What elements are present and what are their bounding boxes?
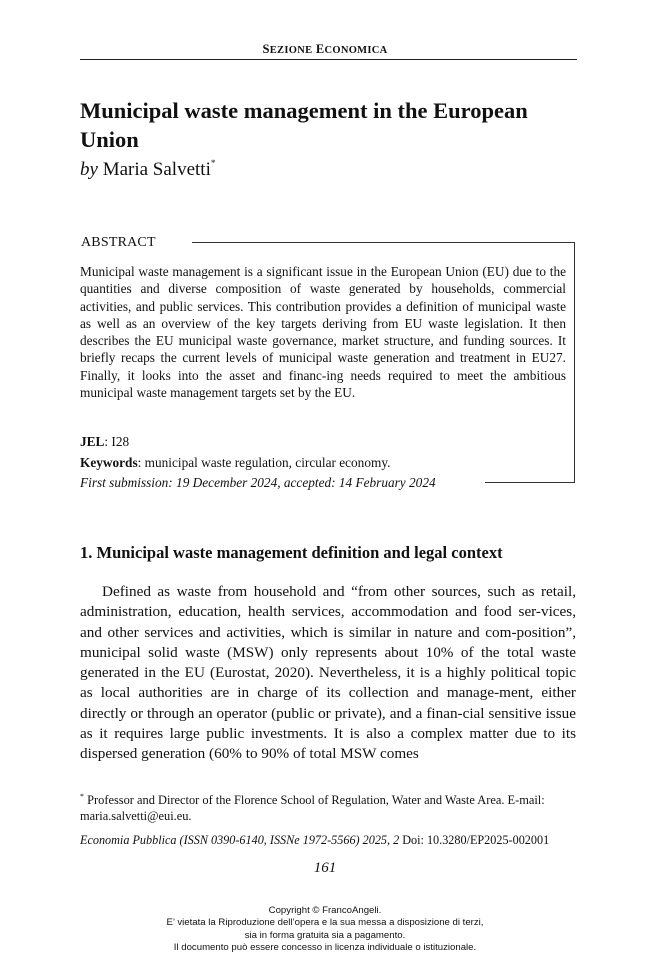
abstract-heading: ABSTRACT xyxy=(81,235,156,250)
journal-reference xyxy=(80,833,549,848)
footnote-mark: * xyxy=(80,792,84,801)
copyright-line-2: E’ vietata la Riproduzione dell’opera e la sua messa a disposizione di terzi, xyxy=(166,917,484,929)
body-paragraph: Defined as waste from household and “from other sources, such as retail, administration, education, health services, accommodation and food ser-vices, and other services and activities, which is similar in nature and com-position”, municipal solid waste (MSW) only represents about 10% of the total waste generated in the EU (Eurostat, 2020). Nevertheless, it is a highly political topic as local authorities are in charge of its collection and manage-ment, either directly or through an operator (public or private), and a finan-cial sensitive issue as it requires large public investments. It is also a complex matter due to its dispersed generation (60% to 90% of total MSW comes xyxy=(80,583,576,763)
copyright-line-4: Il documento può essere concesso in licenza individuale o istituzionale. xyxy=(173,942,477,954)
journal-doi: Doi: 10.3280/EP2025-002001 xyxy=(402,833,550,847)
running-header-rest-2: CONOMICA xyxy=(324,45,388,56)
abstract-text: Municipal waste management is a significant issue in the European Union (EU) due to the quantities and diverse composition of waste generated by households, commercial activities, and public services. This contribution provides a definition of municipal waste as well as an overview of the key targets deriving from EU waste legislation. It then describes the EU municipal waste governance, market structure, and funding sources. It briefly recaps the current levels of municipal waste generation and treatment in EU27. Finally, it looks into the asset and financ-ing needs required to meet the ambitious municipal waste management targets set by the EU. xyxy=(80,264,566,401)
copyright-line-1: Copyright © FrancoAngeli. xyxy=(268,905,382,916)
header-rule xyxy=(80,59,577,60)
abstract-box-right-rule xyxy=(574,242,575,483)
running-header-rest-1: EZIONE xyxy=(269,45,313,56)
byline xyxy=(80,158,215,181)
footnote-text: Professor and Director of the Florence School of Regulation, Water and Waste Area. E-mail: maria.salvetti@eui.eu. xyxy=(80,793,545,823)
jel-label: JEL xyxy=(80,434,105,449)
copyright-notice xyxy=(0,905,650,955)
footnote xyxy=(80,789,577,824)
submission-dates: First submission: 19 December 2024, accepted: 14 February 2024 xyxy=(80,475,436,490)
abstract-box-top-rule xyxy=(192,242,575,243)
jel-line xyxy=(80,434,129,450)
jel-value: : I28 xyxy=(104,434,130,449)
journal-citation: Economia Pubblica (ISSN 0390-6140, ISSNe 1972-5566) 2025, 2 xyxy=(80,833,400,847)
running-header-initial-2: E xyxy=(315,42,325,56)
author-footnote-mark: * xyxy=(210,158,216,168)
byline-by: by xyxy=(80,159,98,180)
keywords-label: Keywords xyxy=(80,455,138,470)
abstract-box-bottom-rule xyxy=(485,482,575,483)
page-number: 161 xyxy=(313,860,337,876)
copyright-line-3: sia in forma gratuita sia a pagamento. xyxy=(244,929,406,941)
running-header-initial-1: S xyxy=(262,42,270,56)
keywords-value: : municipal waste regulation, circular economy. xyxy=(137,455,391,470)
running-header xyxy=(0,42,650,57)
section-title: 1. Municipal waste management definition and legal context xyxy=(80,543,503,562)
author-name: Maria Salvetti xyxy=(102,159,211,180)
keywords-line xyxy=(80,455,390,471)
article-title: Municipal waste management in the European Union xyxy=(80,98,528,152)
